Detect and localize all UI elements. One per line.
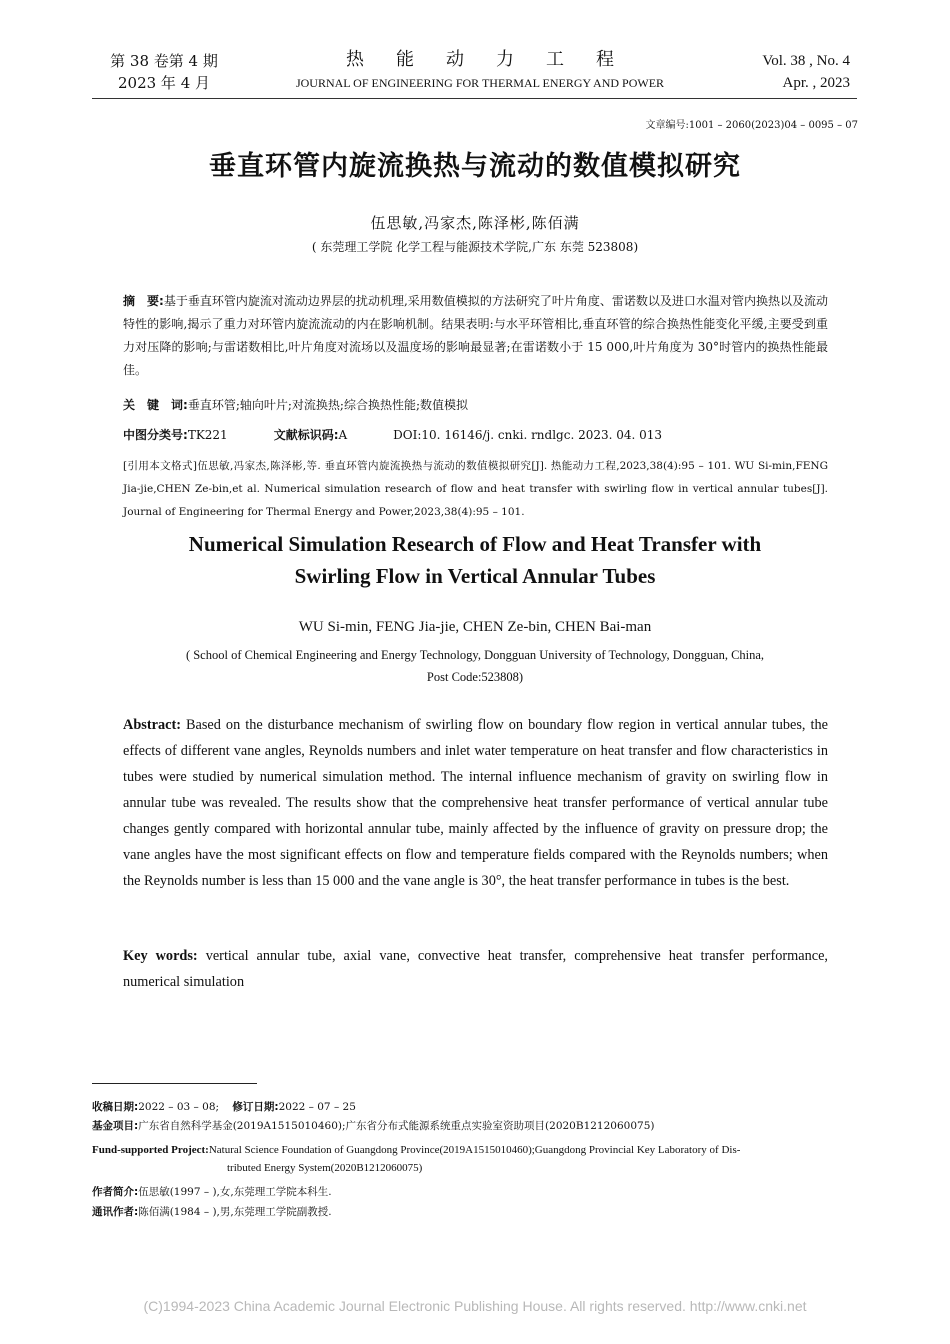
article-number: 文章编号:1001 – 2060(2023)04 – 0095 – 07 [645, 120, 858, 131]
title-cn: 垂直环管内旋流换热与流动的数值模拟研究 [209, 151, 741, 182]
header-vol-issue-en: Vol. 38 , No. 4 [762, 53, 850, 69]
fund-en-label: Fund-supported Project: [92, 1144, 209, 1156]
abstract-cn-label: 摘 要: [123, 294, 164, 308]
header-issue-en [740, 50, 850, 94]
citation-label: [引用本文格式] [123, 460, 197, 472]
affiliation-en [140, 644, 810, 688]
affiliation-en-line2: Post Code:523808) [426, 670, 524, 684]
classification-line [123, 424, 828, 447]
fund-en-line2: tributed Energy System(2020B1212060075) [227, 1162, 423, 1174]
citation [123, 455, 828, 524]
affiliation-cn: ( 东莞理工学院 化学工程与能源技术学院,广东 东莞 523808) [311, 240, 639, 254]
keywords-en-label: Key words: [123, 948, 198, 964]
keywords-cn-text: 垂直环管;轴向叶片;对流换热;综合换热性能;数值模拟 [187, 398, 468, 412]
keywords-en-text: vertical annular tube, axial vane, convective heat transfer, comprehensive heat transfer performance, numerical simulation [123, 948, 828, 990]
abstract-en-label: Abstract: [123, 717, 181, 733]
header-divider [92, 98, 857, 99]
footnote-fund-cn [92, 1117, 832, 1135]
author-bio-text: 伍思敏(1997 – ),女,东莞理工学院本科生. [138, 1186, 332, 1198]
keywords-cn-label: 关 键 词: [123, 398, 188, 412]
authors-en: WU Si-min, FENG Jia-jie, CHEN Ze-bin, CHEN Bai-man [298, 619, 652, 635]
header-date-en: Apr. , 2023 [782, 75, 850, 91]
revised-date: 2022 – 07 – 25 [278, 1101, 356, 1113]
received-date: 2022 – 03 – 08; [138, 1101, 220, 1113]
abstract-en [123, 712, 828, 894]
revised-label: 修订日期: [232, 1101, 279, 1113]
citation-text: 伍思敏,冯家杰,陈泽彬,等. 垂直环管内旋流换热与流动的数值模拟研究[J]. 热能动力工程,2023,38(4):95 – 101. WU Si-min,FENG Jia-jie,CHEN Ze-bin,et al. Numerical simulation research of flow and heat transfer with swirling flow in vertical annular tubes[J]. Journal of Engineering for Thermal Energy and Power,2023,38(4):95 – 101. [123, 460, 828, 518]
fund-en-line1: Natural Science Foundation of Guangdong Province(2019A1515010460);Guangdong Provincial Key Laboratory of Dis- [208, 1144, 741, 1156]
doc-code-label: 文献标识码: [273, 428, 339, 442]
footnote-corresponding [92, 1203, 832, 1221]
keywords-en [123, 943, 828, 995]
received-label: 收稿日期: [92, 1101, 139, 1113]
journal-name-cn: 热能动力工程 [346, 49, 646, 70]
footnote-divider [92, 1083, 257, 1084]
corresponding-label: 通讯作者: [92, 1206, 139, 1218]
keywords-cn [123, 394, 828, 417]
footnote-fund-en [92, 1141, 832, 1177]
header-date-cn: 2023 年 4 月 [117, 74, 211, 92]
header-vol-issue-cn: 第 38 卷第 4 期 [110, 52, 218, 70]
authors-cn: 伍思敏,冯家杰,陈泽彬,陈佰满 [370, 214, 580, 232]
title-en [0, 528, 950, 592]
title-en-line1: Numerical Simulation Research of Flow and Heat Transfer with [188, 532, 762, 556]
abstract-en-text: Based on the disturbance mechanism of swirling flow on boundary flow region in vertical annular tubes, the effects of different vane angles, Reynolds numbers and inlet water temperature on heat transfer and flow characteristics in tubes were studied by numerical simulation method. The internal influence mechanism of gravity on swirling flow in annular tube was revealed. The results show that the comprehensive heat transfer performance of vertical annular tube changes gently compared with horizontal annular tube, mainly affected by the influence of gravity on pressure drop; the vane angles have the most significant effects on flow and temperature fields compared with the Reynolds numbers; when the Reynolds number is less than 15 000 and the vane angle is 30°, the heat transfer performance in tubes is the best. [123, 717, 828, 889]
abstract-cn-text: 基于垂直环管内旋流对流动边界层的扰动机理,采用数值模拟的方法研究了叶片角度、雷诺数以及进口水温对管内换热以及流动特性的影响,揭示了重力对环管内旋流流动的内在影响机制。结果表明:与水平环管相比,垂直环管的综合换热性能变化平缓,主要受到重力对压降的影响;与雷诺数相比,叶片角度对流场以及温度场的影响最显著;在雷诺数小于 15 000,叶片角度为 30°时管内的换热性能最佳。 [123, 294, 828, 377]
author-bio-label: 作者简介: [92, 1186, 139, 1198]
affiliation-en-line1: ( School of Chemical Engineering and Energy Technology, Dongguan University of Technology, Dongguan, China, [185, 648, 765, 662]
copyright-watermark: (C)1994-2023 China Academic Journal Electronic Publishing House. All rights reserved. http://www.cnki.net [143, 1298, 807, 1314]
title-en-line2: Swirling Flow in Vertical Annular Tubes [294, 564, 656, 588]
clc-label: 中图分类号: [123, 428, 188, 442]
doc-code-value: A [338, 428, 348, 442]
journal-name-en: JOURNAL OF ENGINEERING FOR THERMAL ENERGY AND POWER [295, 76, 665, 90]
footnote-author [92, 1183, 832, 1201]
fund-cn-text: 广东省自然科学基金(2019A1515010460);广东省分布式能源系统重点实验室资助项目(2020B1212060075) [138, 1120, 655, 1132]
header-journal [260, 48, 700, 91]
corresponding-text: 陈佰满(1984 – ),男,东莞理工学院副教授. [138, 1206, 332, 1218]
fund-cn-label: 基金项目: [92, 1120, 139, 1132]
abstract-cn [123, 290, 828, 382]
clc-value: TK221 [187, 428, 228, 442]
header-issue-cn [104, 50, 224, 94]
footnote-dates [92, 1098, 832, 1116]
doi: DOI:10. 16146/j. cnki. rndlgc. 2023. 04. 013 [393, 428, 663, 442]
